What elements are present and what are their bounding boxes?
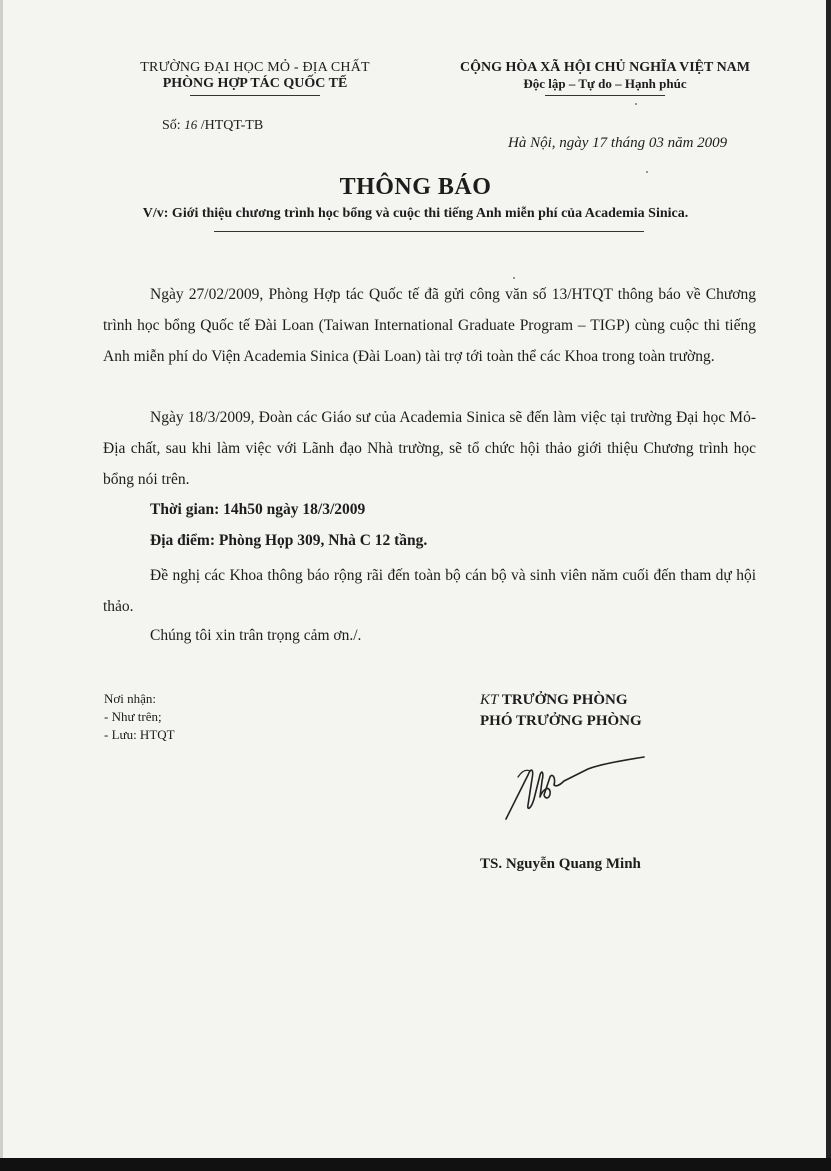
doc-number-label: Số: xyxy=(162,118,181,133)
body-paragraph-request: Đề nghị các Khoa thông báo rộng rãi đến toàn bộ cán bộ và sinh viên năm cuối đến tham dự hội thảo. xyxy=(103,567,756,615)
handwritten-signature xyxy=(498,747,648,827)
on-behalf-mark: KT xyxy=(480,692,499,708)
signature-title-line-1 xyxy=(480,690,642,711)
national-motto: Độc lập – Tự do – Hạnh phúc xyxy=(523,76,687,91)
document-title: THÔNG BÁO xyxy=(339,174,492,200)
body-paragraph-2: Ngày 18/3/2009, Đoàn các Giáo sư của Academia Sinica sẽ đến làm việc tại trường Đại học Mỏ-Địa chất, sau khi làm việc với Lãnh đạo Nhà trường, sẽ tổ chức hội thảo giới thiệu Chương trình học bổng nói trên. xyxy=(103,409,756,488)
scan-edge-bottom xyxy=(0,1158,831,1171)
university-name: TRƯỜNG ĐẠI HỌC MỎ - ĐỊA CHẤT xyxy=(140,60,370,75)
issuer-underline xyxy=(190,95,320,96)
event-time: Thời gian: 14h50 ngày 18/3/2009 xyxy=(150,501,366,518)
national-header xyxy=(420,60,790,96)
scan-speck xyxy=(635,103,637,105)
recipient-item: - Lưu: HTQT xyxy=(104,727,175,742)
department-name: PHÒNG HỢP TÁC QUỐC TẾ xyxy=(162,76,348,91)
signer-name: TS. Nguyễn Quang Minh xyxy=(480,856,641,872)
recipient-item: - Như trên; xyxy=(104,709,162,724)
date-line: Hà Nội, ngày 17 tháng 03 năm 2009 xyxy=(508,135,728,151)
signature-title-2: PHÓ TRƯỞNG PHÒNG xyxy=(480,713,642,729)
document-number xyxy=(162,117,263,134)
closing-line: Chúng tôi xin trân trọng cảm ơn./. xyxy=(150,627,362,644)
recipients-block xyxy=(104,690,175,744)
doc-number-handwritten: 16 xyxy=(184,117,198,132)
scan-speck xyxy=(513,277,515,279)
signature-titles xyxy=(480,690,642,732)
motto-underline xyxy=(545,95,665,96)
issuer-header xyxy=(110,60,400,96)
doc-number-code: /HTQT-TB xyxy=(200,118,264,133)
country-name: CỘNG HÒA XÃ HỘI CHỦ NGHĨA VIỆT NAM xyxy=(459,60,750,75)
recipients-label: Nơi nhận: xyxy=(104,691,157,706)
scan-speck xyxy=(646,171,648,173)
body-paragraph-1: Ngày 27/02/2009, Phòng Hợp tác Quốc tế đã gửi công văn số 13/HTQT thông báo về Chương trình học bổng Quốc tế Đài Loan (Taiwan International Graduate Program – TIGP) cùng cuộc thi tiếng Anh miễn phí do Viện Academia Sinica (Đài Loan) tài trợ tới toàn thể các Khoa trong toàn trường. xyxy=(103,286,756,365)
event-place: Địa điểm: Phòng Họp 309, Nhà C 12 tầng. xyxy=(150,532,428,549)
subject-underline xyxy=(214,231,644,232)
signature-title-1: TRƯỞNG PHÒNG xyxy=(501,692,628,708)
document-subject: V/v: Giới thiệu chương trình học bổng và cuộc thi tiếng Anh miễn phí của Academia Sinica. xyxy=(142,206,689,221)
